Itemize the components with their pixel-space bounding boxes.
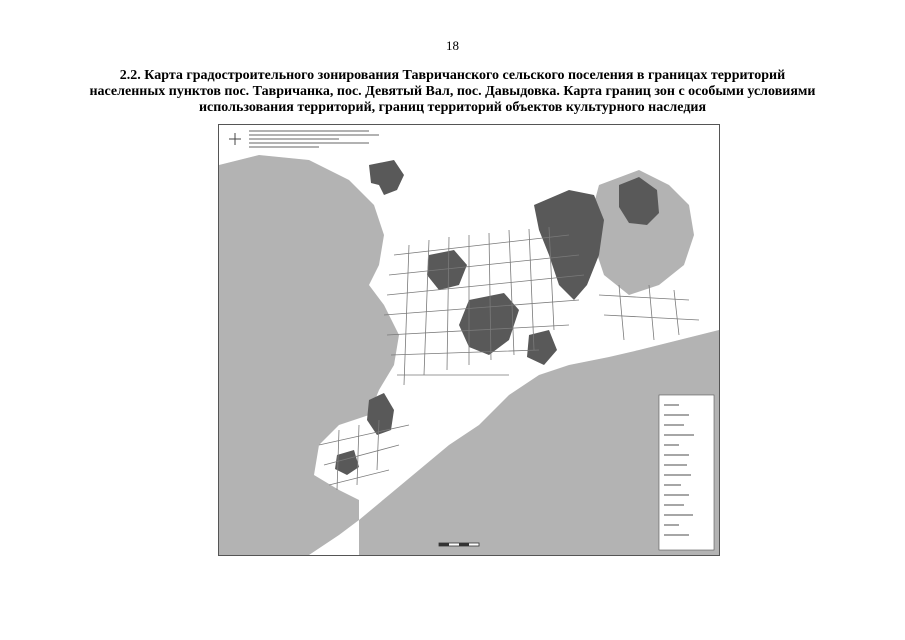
zoning-map xyxy=(218,124,720,556)
section-title xyxy=(60,68,845,116)
zone-center xyxy=(459,293,519,355)
map-sheet-header xyxy=(249,131,379,147)
zone-south xyxy=(367,393,394,435)
title-line-1: 2.2. Карта градостроительного зонирования Тавричанского сельского поселения в границах территорий xyxy=(119,68,786,83)
page-number: 18 xyxy=(446,38,459,53)
title-line-2: населенных пунктов пос. Тавричанка, пос. Девятый Вал, пос. Давыдовка. Карта границ зон с особыми условиями xyxy=(89,84,816,99)
title-line-3: использования территорий, границ территорий объектов культурного наследия xyxy=(198,100,707,115)
zone-center-right xyxy=(527,330,557,365)
scale-bar xyxy=(439,543,479,546)
north-arrow-icon xyxy=(229,133,241,145)
zone-east-large xyxy=(534,190,604,300)
map-legend xyxy=(659,395,714,550)
water-area xyxy=(219,155,399,555)
zoning-map-figure xyxy=(219,125,719,555)
